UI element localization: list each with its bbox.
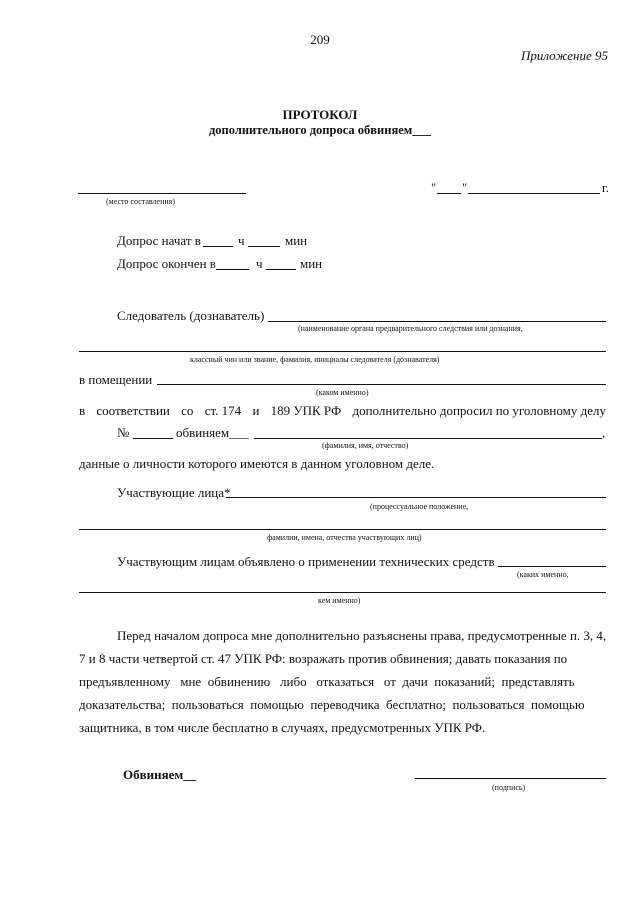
start-minutes-unit: мин <box>285 233 308 248</box>
premises-caption: (каком именно) <box>316 388 369 397</box>
technical-caption-2: кем именно) <box>318 596 361 605</box>
end-minutes-line <box>266 269 296 270</box>
start-hours-unit: ч <box>238 233 245 248</box>
accordance-line <box>79 403 606 419</box>
participants-label: Участвующие лица* <box>117 485 231 500</box>
technical-line <box>498 566 606 567</box>
date-day-line <box>437 193 461 194</box>
investigator-line <box>268 321 606 322</box>
end-hours-unit: ч <box>256 256 263 271</box>
place-caption: (место составления) <box>106 197 175 206</box>
accordance-word: соответствии <box>96 403 170 418</box>
premises-label: в помещении <box>79 372 153 387</box>
document-subtitle: дополнительного допроса обвиняем___ <box>208 123 432 137</box>
technical-label: Участвующим лицам объявлено о применении технических средств <box>117 554 495 569</box>
appendix-label: Приложение 95 <box>520 48 608 63</box>
premises-line <box>157 384 606 385</box>
page-number: 209 <box>310 32 330 47</box>
case-number-line <box>133 438 173 439</box>
participants-line-2 <box>79 529 606 530</box>
accordance-word: 189 УПК РФ <box>270 403 342 418</box>
technical-caption-1: (каких именно, <box>517 570 569 579</box>
accused-name-line <box>254 438 602 439</box>
year-suffix: г. <box>602 181 609 195</box>
date-quote-close: " <box>462 181 468 195</box>
rights-line-5: защитника, в том числе бесплатно в случаях, предусмотренных УПК РФ. <box>79 720 486 735</box>
investigator-label: Следователь (дознаватель) <box>117 308 265 323</box>
end-hours-line <box>216 269 249 270</box>
accordance-word: дополнительно допросил по уголовному делу <box>352 403 606 418</box>
identity-text: данные о личности которого имеются в данном уголовном деле. <box>79 456 435 471</box>
signature-line <box>415 778 606 779</box>
signature-label: Обвиняем__ <box>123 767 197 782</box>
date-quote-open: " <box>431 181 437 195</box>
accordance-word: ст. 174 <box>204 403 242 418</box>
rights-line-4: доказательства; пользоваться помощью переводчика бесплатно; пользоваться помощью <box>79 697 585 712</box>
investigator-line-2 <box>79 351 606 352</box>
place-line <box>78 193 246 194</box>
participants-line <box>226 497 606 498</box>
document-title: ПРОТОКОЛ <box>282 107 358 122</box>
accordance-word: в <box>79 403 86 418</box>
investigator-caption-2: классный чин или звание, фамилия, инициалы следователя (дознавателя) <box>190 355 440 364</box>
accused-caption: (фамилия, имя, отчество) <box>322 441 409 450</box>
technical-line-2 <box>79 592 606 593</box>
case-number-label: № <box>117 425 130 440</box>
rights-line-3: предъявленному мне обвинению либо отказаться от дачи показаний; представлять <box>79 674 575 689</box>
date-month-line <box>468 193 600 194</box>
investigator-caption-1: (наименование органа предварительного следствия или дознания, <box>298 324 523 333</box>
rights-line-1: Перед началом допроса мне дополнительно разъяснены права, предусмотренные п. 3, 4, <box>117 628 607 643</box>
rights-line-2: 7 и 8 части четвертой ст. 47 УПК РФ: возражать против обвинения; давать показания по <box>79 651 568 666</box>
end-time-label: Допрос окончен в <box>117 256 216 271</box>
start-hours-line <box>203 246 233 247</box>
end-minutes-unit: мин <box>300 256 323 271</box>
accused-comma: , <box>602 425 606 440</box>
signature-caption: (подпись) <box>492 783 526 792</box>
accused-label: обвиняем___ <box>176 425 249 440</box>
start-time-label: Допрос начат в <box>117 233 201 248</box>
accordance-word: со <box>181 403 194 418</box>
participants-caption-2: фамилии, имена, отчества участвующих лиц) <box>267 533 422 542</box>
participants-caption-1: (процессуальное положение, <box>370 502 469 511</box>
start-minutes-line <box>248 246 280 247</box>
accordance-word: и <box>252 403 260 418</box>
